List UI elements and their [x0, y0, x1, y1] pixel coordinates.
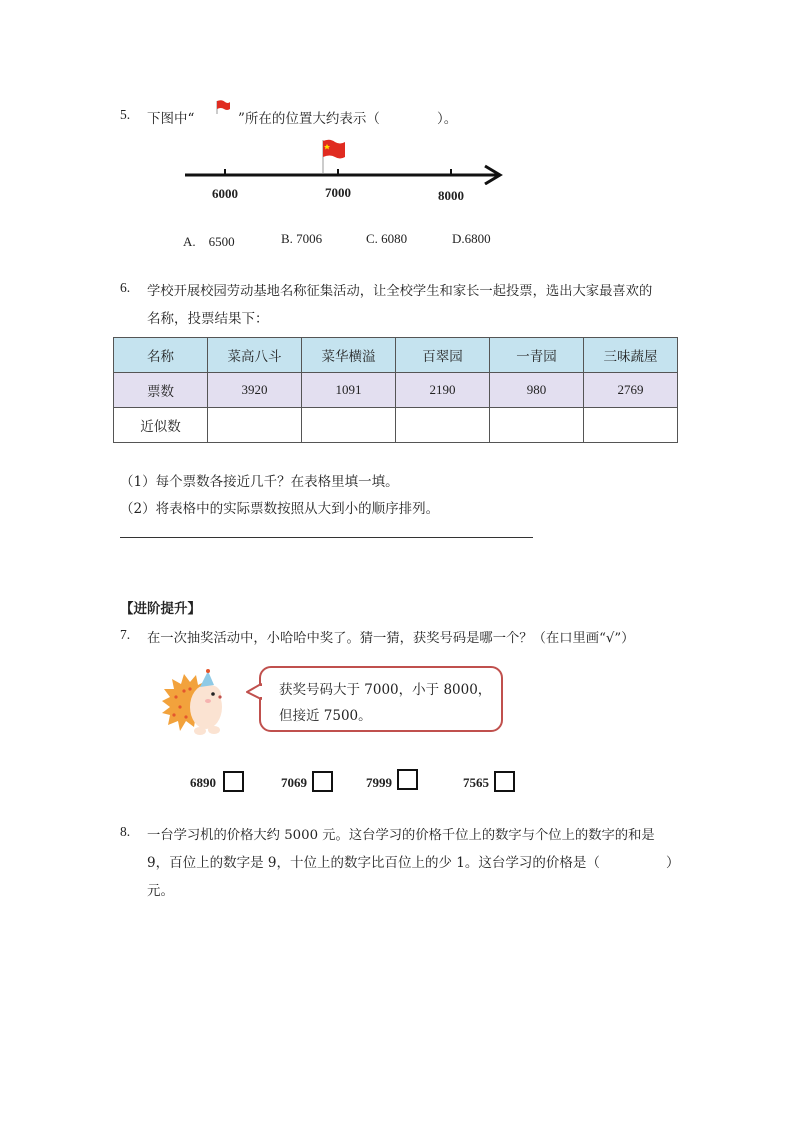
- votes-cell: 3920: [208, 373, 302, 408]
- number-line: [180, 135, 510, 185]
- q5-number: 5.: [120, 107, 131, 122]
- bubble-line1: 获奖号码大于 7000，小于 8000，: [279, 682, 492, 698]
- table-header-cell: 菜高八斗: [208, 338, 302, 373]
- table-header-cell: 百翠园: [396, 338, 490, 373]
- q6-sub2: （2）将表格中的实际票数按照从大到小的顺序排列。: [120, 501, 440, 517]
- q8-line3: 元。: [147, 883, 174, 899]
- choice-checkbox-6890[interactable]: [223, 771, 244, 792]
- approx-answer-cell[interactable]: [208, 408, 302, 443]
- q5-text-after: ”所在的位置大约表示（: [238, 111, 380, 127]
- approx-answer-cell[interactable]: [584, 408, 678, 443]
- votes-cell: 1091: [302, 373, 396, 408]
- bubble-line2: 但接近 7500。: [279, 708, 372, 724]
- q7-text: 在一次抽奖活动中，小哈哈中奖了。猜一猜，获奖号码是哪一个？（在口里画“√”）: [147, 631, 635, 646]
- number-line-flag-icon: [323, 140, 345, 173]
- table-approx-row: [114, 408, 678, 443]
- votes-label-cell: 票数: [114, 373, 208, 408]
- q5-text-end: ）。: [437, 111, 458, 127]
- q6-line1: 学校开展校园劳动基地名称征集活动，让全校学生和家长一起投票，选出大家最喜欢的: [147, 284, 653, 299]
- q7-number: 7.: [120, 627, 131, 642]
- q8-number: 8.: [120, 824, 131, 839]
- speech-bubble: [259, 666, 503, 732]
- votes-cell: 2769: [584, 373, 678, 408]
- table-header-cell: 三味蔬屋: [584, 338, 678, 373]
- q6-answer-line[interactable]: [120, 537, 533, 538]
- speech-bubble-tail: [246, 683, 262, 701]
- table-header-cell: 名称: [114, 338, 208, 373]
- vote-table: [113, 337, 678, 443]
- hedgehog-icon: [156, 667, 228, 747]
- table-header-cell: 菜华横溢: [302, 338, 396, 373]
- choice-label-6890: 6890: [190, 775, 216, 790]
- choice-label-7565: 7565: [463, 775, 489, 790]
- tick-label-8000: 8000: [438, 188, 464, 203]
- approx-answer-cell[interactable]: [302, 408, 396, 443]
- q8-line2: 9，百位上的数字是 9，十位上的数字比百位上的少 1。这台学习的价格是（: [147, 855, 600, 871]
- red-flag-icon: [214, 99, 232, 115]
- q8-line1: 一台学习机的价格大约 5000 元。这台学习的价格千位上的数字与个位上的数字的和是: [147, 828, 655, 843]
- q5-option-d: D.6800: [452, 231, 491, 246]
- votes-cell: 980: [490, 373, 584, 408]
- table-votes-row: [114, 373, 678, 408]
- tick-label-7000: 7000: [325, 185, 351, 200]
- q5-text-before: 下图中“: [147, 111, 195, 127]
- approx-answer-cell[interactable]: [490, 408, 584, 443]
- choice-checkbox-7565[interactable]: [494, 771, 515, 792]
- approx-answer-cell[interactable]: [396, 408, 490, 443]
- section-title: 【进阶提升】: [120, 601, 201, 617]
- table-header-cell: 一青园: [490, 338, 584, 373]
- q6-number: 6.: [120, 280, 131, 295]
- q6-line2: 名称，投票结果下：: [147, 311, 269, 327]
- table-header-row: [114, 338, 678, 373]
- q5-option-a: A. 6500: [183, 234, 235, 249]
- approx-label-cell: 近似数: [114, 408, 208, 443]
- q5-option-c: C. 6080: [366, 231, 408, 246]
- choice-label-7999: 7999: [366, 775, 392, 790]
- choice-checkbox-7069[interactable]: [312, 771, 333, 792]
- q6-sub1: （1）每个票数各接近几千？在表格里填一填。: [120, 474, 399, 490]
- q5-option-b: B. 7006: [281, 231, 323, 246]
- choice-label-7069: 7069: [281, 775, 307, 790]
- votes-cell: 2190: [396, 373, 490, 408]
- choice-checkbox-7999[interactable]: [397, 769, 418, 790]
- q8-line2-close: ）: [666, 855, 680, 871]
- tick-label-6000: 6000: [212, 186, 238, 201]
